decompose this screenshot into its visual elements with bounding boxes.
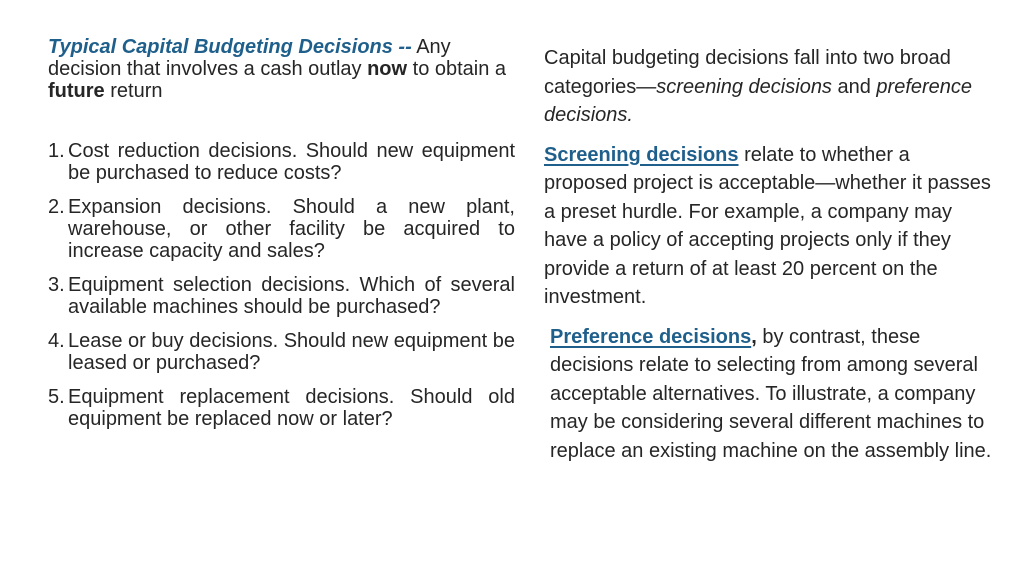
list-item xyxy=(48,196,515,262)
list-item-number: 3. xyxy=(48,274,65,296)
list-item-text: Lease or buy decisions. Should new equipment be leased or purchased? xyxy=(68,330,515,374)
list-item-number: 2. xyxy=(48,196,65,218)
list-item xyxy=(48,140,515,184)
list-item-number: 4. xyxy=(48,330,65,352)
list-item-number: 5. xyxy=(48,386,65,408)
list-item-text: Equipment selection decisions. Which of several available machines should be purchased? xyxy=(68,274,515,318)
list-item-text: Cost reduction decisions. Should new equipment be purchased to reduce costs? xyxy=(68,140,515,184)
screening-text: relate to whether a proposed project is acceptable—whether it passes a preset hurdle. For example, a company may have a policy of accepting projects only if they provide a return of at least 20 percent on the investment. xyxy=(544,143,991,308)
screening-paragraph xyxy=(544,141,994,312)
list-item xyxy=(48,274,515,318)
preference-italic: preference decisions. xyxy=(544,75,973,126)
preference-decisions-term: Preference decisions xyxy=(550,325,752,348)
intro-title: Typical Capital Budgeting Decisions -- xyxy=(48,36,412,58)
preference-paragraph xyxy=(544,323,994,466)
intro-text-a: Any decision that involves a cash outlay xyxy=(48,36,451,80)
intro-text-b: to obtain a xyxy=(407,58,507,80)
screening-italic: screening decisions xyxy=(656,75,832,98)
categories-paragraph xyxy=(544,44,994,130)
left-column xyxy=(48,36,515,442)
right-column xyxy=(544,44,994,476)
screening-decisions-term: Screening decisions xyxy=(544,143,739,166)
intro-text-c: return xyxy=(104,80,163,102)
categories-text-b: and xyxy=(831,75,877,98)
categories-text-a: Capital budgeting decisions fall into two broad categories— xyxy=(544,47,951,98)
list-item xyxy=(48,386,515,430)
decision-list xyxy=(48,140,515,430)
intro-paragraph xyxy=(48,36,515,102)
list-item-text: Equipment replacement decisions. Should old equipment be replaced now or later? xyxy=(68,386,515,430)
list-item xyxy=(48,330,515,374)
list-item-text: Expansion decisions. Should a new plant, warehouse, or other facility be acquired to increase capacity and sales? xyxy=(68,196,515,262)
preference-comma: , xyxy=(751,325,757,348)
list-item-number: 1. xyxy=(48,140,65,162)
intro-bold-future: future xyxy=(48,80,105,102)
preference-text: by contrast, these decisions relate to selecting from among several acceptable alternatives. To illustrate, a company may be considering several different machines to replace an existing machine on the assembly line. xyxy=(550,325,992,462)
intro-bold-now: now xyxy=(367,58,408,80)
